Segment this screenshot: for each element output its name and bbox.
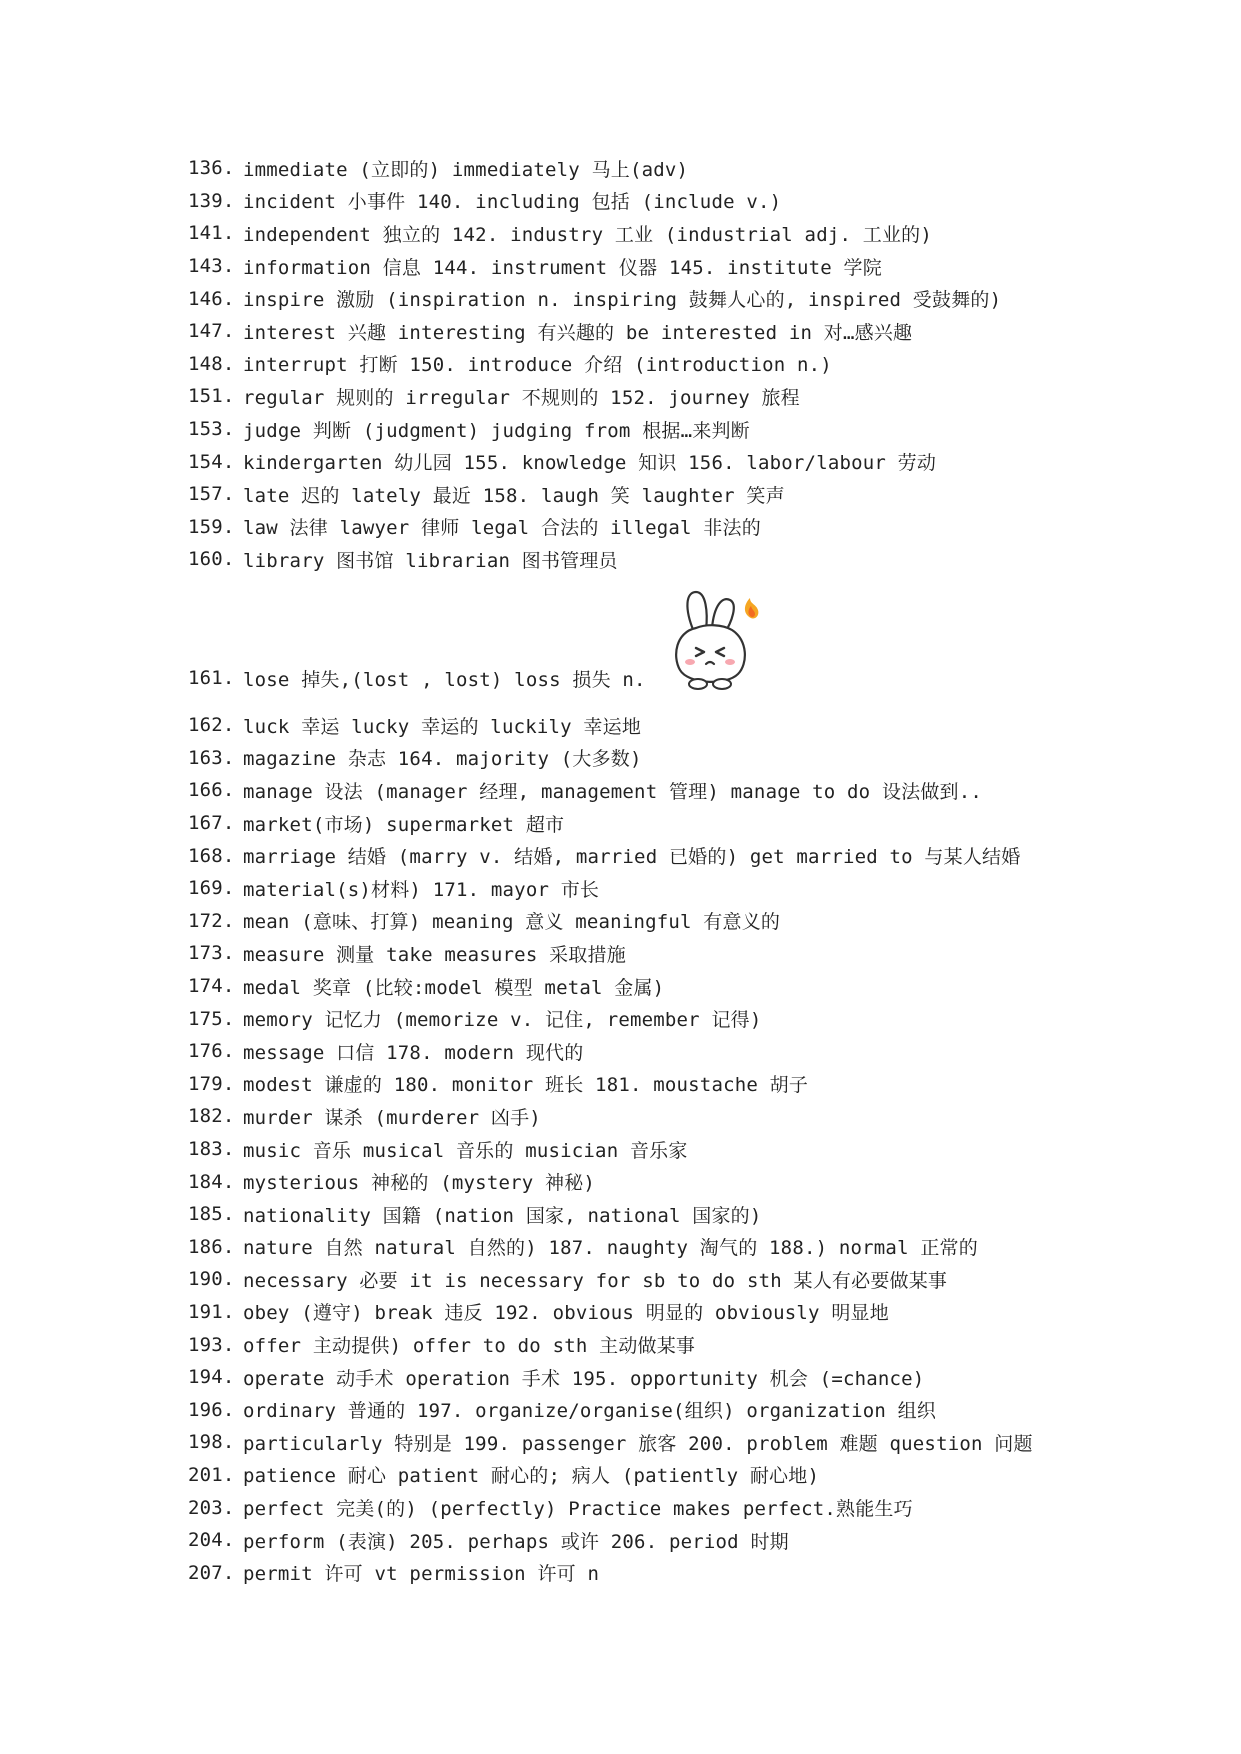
entry-text: kindergarten 幼儿园 155. knowledge 知识 156. labor/labour 劳动 xyxy=(243,452,937,475)
vocab-row xyxy=(188,1393,1188,1426)
vocab-row xyxy=(188,1165,1188,1198)
entry-text: luck 幸运 lucky 幸运的 luckily 幸运地 xyxy=(243,715,642,738)
entry-text: medal 奖章 (比较:model 模型 metal 金属) xyxy=(243,976,665,999)
entry-number: 160. xyxy=(188,548,235,571)
vocab-row xyxy=(188,185,1188,218)
entry-number: 162. xyxy=(188,714,235,737)
entry-text: permit 许可 vt permission 许可 n xyxy=(243,1563,600,1586)
vocab-row xyxy=(188,1133,1188,1166)
vocab-row xyxy=(188,807,1188,840)
vocab-row xyxy=(188,1263,1188,1296)
entry-number: 153. xyxy=(188,418,235,441)
vocab-row xyxy=(188,1361,1188,1394)
vocab-row xyxy=(188,1426,1188,1459)
entry-number: 166. xyxy=(188,779,235,802)
entry-number: 196. xyxy=(188,1398,235,1421)
vocab-list-part-1 xyxy=(188,152,1188,576)
vocab-row xyxy=(188,1035,1188,1068)
entry-number: 148. xyxy=(188,352,235,375)
vocab-row xyxy=(188,152,1188,185)
entry-text: patience 耐心 patient 耐心的; 病人 (patiently 耐心地) xyxy=(243,1465,820,1488)
entry-text: independent 独立的 142. industry 工业 (industrial adj. 工业的) xyxy=(243,223,932,246)
entry-number: 173. xyxy=(188,942,235,965)
entry-text: perfect 完美(的) (perfectly) Practice makes perfect.熟能生巧 xyxy=(243,1498,913,1521)
entry-number: 185. xyxy=(188,1203,235,1226)
entry-number: 204. xyxy=(188,1529,235,1552)
entry-text: market(市场) supermarket 超市 xyxy=(243,813,565,836)
vocab-row xyxy=(188,1491,1188,1524)
entry-number: 203. xyxy=(188,1496,235,1519)
vocab-row xyxy=(188,905,1188,938)
entry-number: 175. xyxy=(188,1007,235,1030)
entry-number: 147. xyxy=(188,320,235,343)
entry-text: interrupt 打断 150. introduce 介绍 (introduction n.) xyxy=(243,354,832,377)
entry-number: 143. xyxy=(188,255,235,278)
vocab-row xyxy=(188,445,1188,478)
entry-text: judge 判断 (judgment) judging from 根据…来判断 xyxy=(243,419,750,442)
vocab-row xyxy=(188,872,1188,905)
entry-number: 183. xyxy=(188,1138,235,1161)
vocab-row xyxy=(188,937,1188,970)
entry-text: marriage 结婚 (marry v. 结婚, married 已婚的) get married to 与某人结婚 xyxy=(243,846,1021,869)
entry-text: message 口信 178. modern 现代的 xyxy=(243,1041,584,1064)
vocab-row xyxy=(188,250,1188,283)
vocab-row xyxy=(188,478,1188,511)
entry-number: 154. xyxy=(188,450,235,473)
vocab-row xyxy=(188,217,1188,250)
entry-text: perform (表演) 205. perhaps 或许 206. period 时期 xyxy=(243,1530,789,1553)
entry-number: 201. xyxy=(188,1463,235,1486)
entry-text: modest 谦虚的 180. monitor 班长 181. moustache 胡子 xyxy=(243,1074,809,1097)
vocab-row xyxy=(188,348,1188,381)
entry-number: 184. xyxy=(188,1170,235,1193)
entry-number: 198. xyxy=(188,1431,235,1454)
entry-text: manage 设法 (manager 经理, management 管理) manage to do 设法做到.. xyxy=(243,780,983,803)
entry-text: inspire 激励 (inspiration n. inspiring 鼓舞人心的, inspired 受鼓舞的) xyxy=(243,289,1002,312)
vocab-row xyxy=(188,380,1188,413)
vocab-row xyxy=(188,662,1188,695)
entry-number: 172. xyxy=(188,909,235,932)
entry-number: 169. xyxy=(188,877,235,900)
vocab-row xyxy=(188,543,1188,576)
entry-number: 207. xyxy=(188,1561,235,1584)
entry-number: 136. xyxy=(188,157,235,180)
entry-text: lose 掉失,(lost , lost) loss 损失 n. xyxy=(243,668,646,691)
entry-number: 168. xyxy=(188,844,235,867)
vocab-row xyxy=(188,1100,1188,1133)
entry-text: incident 小事件 140. including 包括 (include v.) xyxy=(243,191,782,214)
entry-text: law 法律 lawyer 律师 legal 合法的 illegal 非法的 xyxy=(243,517,761,540)
entry-text: memory 记忆力 (memorize v. 记住, remember 记得) xyxy=(243,1009,762,1032)
vocab-row xyxy=(188,1198,1188,1231)
entry-text: mean (意味、打算) meaning 意义 meaningful 有意义的 xyxy=(243,911,781,934)
vocab-row xyxy=(188,511,1188,544)
entry-text: murder 谋杀 (murderer 凶手) xyxy=(243,1106,541,1129)
entry-text: magazine 杂志 164. majority (大多数) xyxy=(243,748,642,771)
vocab-list-part-2 xyxy=(188,709,1188,1589)
entry-number: 146. xyxy=(188,287,235,310)
vocab-row xyxy=(188,970,1188,1003)
vocab-row xyxy=(188,1002,1188,1035)
vocab-row xyxy=(188,413,1188,446)
entry-text: mysterious 神秘的 (mystery 神秘) xyxy=(243,1172,596,1195)
entry-number: 157. xyxy=(188,483,235,506)
entry-number: 176. xyxy=(188,1040,235,1063)
vocab-row xyxy=(188,839,1188,872)
entry-text: regular 规则的 irregular 不规则的 152. journey 旅程 xyxy=(243,386,800,409)
entry-text: operate 动手术 operation 手术 195. opportunity 机会 (=chance) xyxy=(243,1367,925,1390)
entry-text: information 信息 144. instrument 仪器 145. institute 学院 xyxy=(243,256,882,279)
entry-text: immediate (立即的) immediately 马上(adv) xyxy=(243,158,689,181)
entry-text: nationality 国籍 (nation 国家, national 国家的) xyxy=(243,1204,762,1227)
entry-text: ordinary 普通的 197. organize/organise(组织) organization 组织 xyxy=(243,1400,937,1423)
entry-text: late 迟的 lately 最近 158. laugh 笑 laughter 笑声 xyxy=(243,484,785,507)
entry-number: 186. xyxy=(188,1235,235,1258)
entry-text: measure 测量 take measures 采取措施 xyxy=(243,943,626,966)
entry-number: 182. xyxy=(188,1105,235,1128)
vocab-row xyxy=(188,742,1188,775)
entry-number: 193. xyxy=(188,1333,235,1356)
vocab-row xyxy=(188,1328,1188,1361)
entry-number: 151. xyxy=(188,385,235,408)
vocab-row xyxy=(188,1068,1188,1101)
entry-number: 174. xyxy=(188,975,235,998)
entry-text: particularly 特别是 199. passenger 旅客 200. problem 难题 question 问题 xyxy=(243,1432,1033,1455)
entry-text: material(s)材料) 171. mayor 市长 xyxy=(243,878,600,901)
entry-number: 141. xyxy=(188,222,235,245)
entry-number: 139. xyxy=(188,189,235,212)
entry-text: nature 自然 natural 自然的) 187. naughty 淘气的 188.) normal 正常的 xyxy=(243,1237,978,1260)
vocab-row xyxy=(188,709,1188,742)
entry-number: 167. xyxy=(188,812,235,835)
entry-text: offer 主动提供) offer to do sth 主动做某事 xyxy=(243,1335,696,1358)
entry-text: necessary 必要 it is necessary for sb to do sth 某人有必要做某事 xyxy=(243,1269,948,1292)
entry-text: obey (遵守) break 违反 192. obvious 明显的 obviously 明显地 xyxy=(243,1302,889,1325)
vocab-row xyxy=(188,774,1188,807)
entry-number: 161. xyxy=(188,667,235,690)
vocab-row xyxy=(188,315,1188,348)
vocab-row xyxy=(188,1459,1188,1492)
vocab-row xyxy=(188,1556,1188,1589)
entry-text: music 音乐 musical 音乐的 musician 音乐家 xyxy=(243,1139,688,1162)
vocab-row xyxy=(188,1231,1188,1264)
entry-number: 179. xyxy=(188,1072,235,1095)
entry-number: 190. xyxy=(188,1268,235,1291)
vocab-row xyxy=(188,1524,1188,1557)
entry-text: library 图书馆 librarian 图书管理员 xyxy=(243,549,618,572)
entry-number: 163. xyxy=(188,746,235,769)
entry-number: 159. xyxy=(188,515,235,538)
entry-number: 191. xyxy=(188,1300,235,1323)
entry-text: interest 兴趣 interesting 有兴趣的 be interested in 对…感兴趣 xyxy=(243,321,913,344)
vocab-row xyxy=(188,282,1188,315)
vocab-row xyxy=(188,1296,1188,1329)
entry-number: 194. xyxy=(188,1366,235,1389)
